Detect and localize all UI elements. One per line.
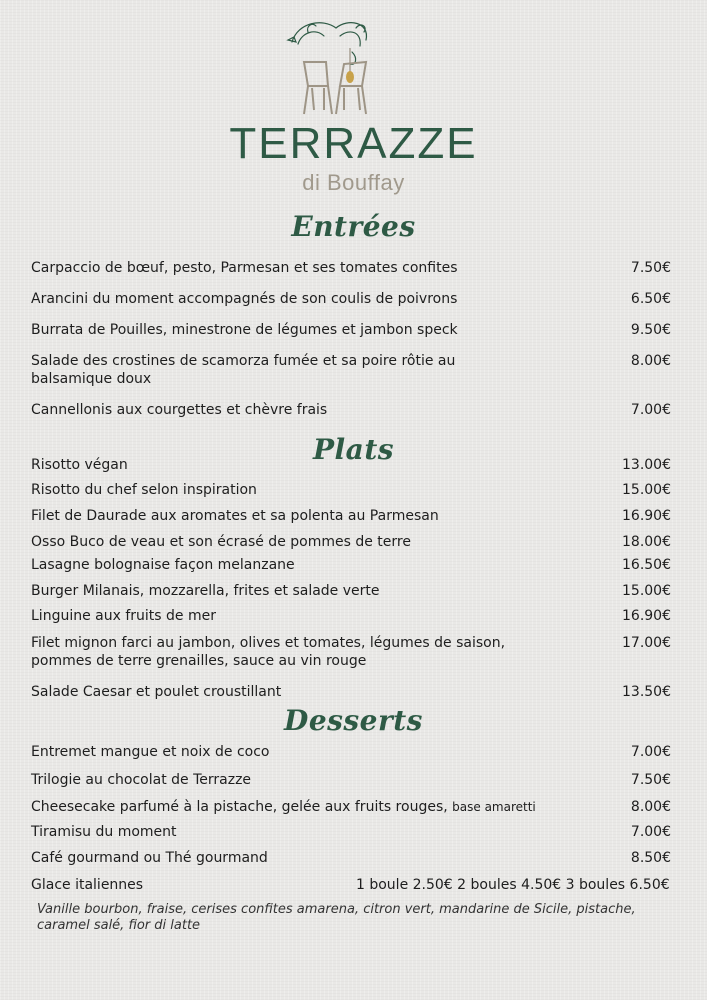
item-name: Risotto du chef selon inspiration <box>31 482 257 498</box>
item-name: Risotto végan <box>31 457 128 473</box>
item-price: 13.00€ <box>622 457 671 473</box>
glace-sizes-prices: 1 boule 2.50€ 2 boules 4.50€ 3 boules 6.50€ <box>356 877 670 893</box>
item-name: Filet mignon farci au jambon, olives et tomates, légumes de saison, pommes de terre grenailles, sauce au vin rouge <box>31 635 506 669</box>
item-price: 9.50€ <box>630 322 671 338</box>
item-note: base amaretti <box>452 800 536 814</box>
glace-flavors: Vanille bourbon, fraise, cerises confites amarena, citron vert, mandarine de Sicile, pistache, caramel salé, fior di latte <box>37 902 636 933</box>
item-price: 7.00€ <box>630 402 671 418</box>
item-price: 8.00€ <box>630 353 671 369</box>
terrace-chairs-lamp-icon <box>278 14 388 118</box>
item-name: Trilogie au chocolat de Terrazze <box>31 772 252 788</box>
item-name: Linguine aux fruits de mer <box>31 608 216 624</box>
restaurant-name: TERRAZZE <box>229 119 478 168</box>
item-name: Glace italiennes <box>31 877 144 893</box>
item-name: Café gourmand ou Thé gourmand <box>31 850 268 866</box>
item-price: 15.00€ <box>622 482 671 498</box>
item-price: 16.90€ <box>622 608 671 624</box>
item-name: Arancini du moment accompagnés de son coulis de poivrons <box>31 291 458 307</box>
restaurant-subtitle: di Bouffay <box>302 170 405 195</box>
item-price: 7.00€ <box>630 744 671 760</box>
item-name: Cannellonis aux courgettes et chèvre frais <box>31 402 328 418</box>
item-name: Burrata de Pouilles, minestrone de légumes et jambon speck <box>31 322 458 338</box>
item-price: 13.50€ <box>622 684 671 700</box>
item-price: 7.50€ <box>630 772 671 788</box>
section-title-desserts: Desserts <box>284 704 423 737</box>
item-name: Tiramisu du moment <box>31 824 177 840</box>
item-name: Osso Buco de veau et son écrasé de pommes de terre <box>31 534 411 550</box>
item-name: Carpaccio de bœuf, pesto, Parmesan et ses tomates confites <box>31 260 458 276</box>
item-name: Entremet mangue et noix de coco <box>31 744 270 760</box>
item-name: Burger Milanais, mozzarella, frites et salade verte <box>31 583 380 599</box>
item-price: 17.00€ <box>622 635 671 651</box>
item-price: 16.90€ <box>622 508 671 524</box>
section-title-plats: Plats <box>312 433 395 466</box>
section-title-entrees: Entrées <box>291 210 416 243</box>
item-price: 15.00€ <box>622 583 671 599</box>
item-price: 7.50€ <box>630 260 671 276</box>
item-price: 16.50€ <box>622 557 671 573</box>
item-name: Filet de Daurade aux aromates et sa polenta au Parmesan <box>31 508 439 524</box>
item-name-main: Cheesecake parfumé à la pistache, gelée aux fruits rouges, <box>31 799 448 815</box>
item-price: 7.00€ <box>630 824 671 840</box>
item-price: 8.50€ <box>630 850 671 866</box>
item-price: 6.50€ <box>630 291 671 307</box>
item-name: Salade Caesar et poulet croustillant <box>31 684 282 700</box>
item-price: 18.00€ <box>622 534 671 550</box>
item-name: Lasagne bolognaise façon melanzane <box>31 557 295 573</box>
item-name: Salade des crostines de scamorza fumée et sa poire rôtie au balsamique doux <box>31 353 456 387</box>
item-name <box>31 798 591 816</box>
item-price: 8.00€ <box>630 799 671 815</box>
